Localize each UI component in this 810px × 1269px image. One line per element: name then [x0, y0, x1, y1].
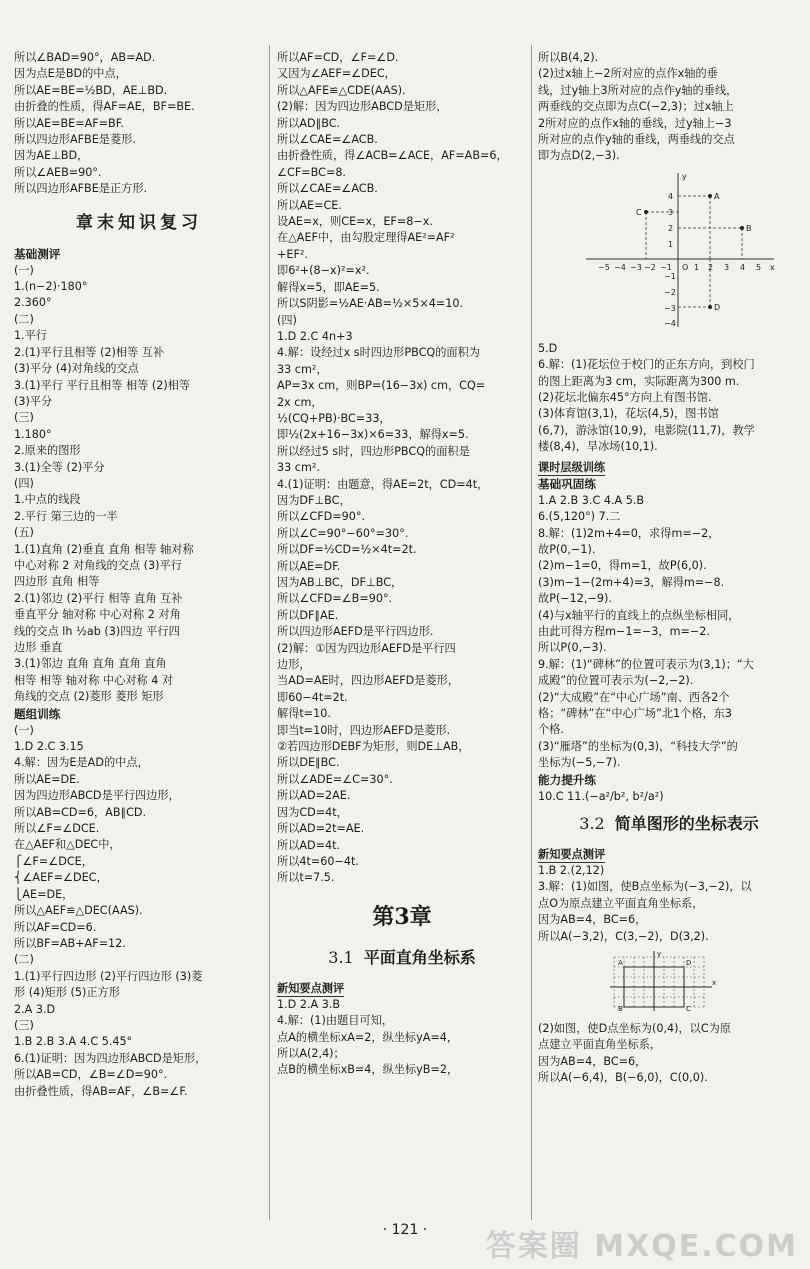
- column-divider: [269, 45, 270, 1220]
- answer-line: 所以DF=½CD=½×4t=2t.: [277, 543, 417, 557]
- answer-line: 楼(8,4)，旱冰场(10,1).: [538, 440, 658, 454]
- answer-line: 所以经过5 s时，四边形PBCQ的面积是: [277, 444, 470, 458]
- answer-line: 故P(0,−1).: [538, 542, 596, 556]
- answer-line: 解得t=10.: [277, 707, 331, 721]
- basic-test-answers: [14, 263, 264, 706]
- answer-line: 垂直平分 轴对称 中心对称 2 对角: [14, 608, 181, 622]
- answer-line: 又因为∠AEF=∠DEC，: [277, 67, 396, 81]
- answer-line: 形 (4)矩形 (5)正方形: [14, 986, 120, 1000]
- svg-text:5: 5: [756, 262, 762, 272]
- answer-line: 2.(1)平行且相等 (2)相等 互补: [14, 345, 165, 359]
- answer-line: 所以AE=BE=½BD，AE⊥BD.: [14, 83, 168, 97]
- answer-line: (二): [14, 953, 34, 967]
- basic-consolidate-heading: 基础巩固练: [538, 476, 596, 491]
- answer-line: 所以A(−6,4)，B(−6,0)，C(0,0).: [538, 1071, 708, 1085]
- basic-consolidate-answers: [538, 493, 800, 772]
- answer-line: (三): [14, 1018, 34, 1032]
- section-title: 简单图形的坐标表示: [614, 814, 759, 833]
- svg-text:D: D: [686, 959, 692, 968]
- answer-line: 4.解：(1)由题目可知，: [277, 1014, 394, 1028]
- answer-line: 4.解：设经过x s时四边形PBCQ的面积为: [277, 346, 480, 360]
- answer-line: 即为点D(2,−3).: [538, 149, 620, 163]
- answer-line: 所以AD=4t.: [277, 838, 341, 852]
- answer-line: 因为点E是BD的中点，: [14, 67, 127, 81]
- solution-continued: [277, 50, 527, 313]
- answer-line: 2.平行 第三边的一半: [14, 509, 118, 523]
- svg-text:3: 3: [724, 262, 730, 272]
- answer-line: 6.解：(1)花坛位于校门的正东方向，到校门: [538, 358, 755, 372]
- answer-line: (四): [14, 476, 34, 490]
- answer-line: (二): [14, 312, 34, 326]
- svg-text:4: 4: [740, 262, 746, 272]
- svg-text:−2: −2: [664, 287, 676, 297]
- answer-line: ②若四边形DEBF为矩形，则DE⊥AB，: [277, 740, 470, 754]
- svg-text:D: D: [714, 302, 721, 312]
- new-knowledge-heading: 新知要点测评: [538, 848, 606, 861]
- answer-line: 所以t=7.5.: [277, 871, 335, 885]
- new-knowledge-answers: [277, 997, 527, 1079]
- answer-line: (2)解：①因为四边形AEFD是平行四: [277, 641, 456, 655]
- section-title: 平面直角坐标系: [363, 947, 476, 967]
- answer-line: (四): [277, 313, 297, 327]
- answer-line: 1.(1)平行四边形 (2)平行四边形 (3)菱: [14, 969, 203, 983]
- answer-line: 格；“碑林”在“中心广场”北1个格，东3: [538, 706, 733, 720]
- answer-line: 1.(1)直角 (2)垂直 直角 相等 轴对称: [14, 542, 194, 556]
- svg-text:A: A: [714, 191, 720, 201]
- svg-text:y: y: [682, 171, 687, 181]
- answer-line: 中心对称 2 对角线的交点 (3)平行: [14, 558, 182, 572]
- answer-line: ∠CF=BC=8.: [277, 165, 346, 179]
- answer-line: 1.D 2.C 3.15: [14, 740, 84, 754]
- answer-line: 因为DF⊥BC，: [277, 493, 351, 507]
- answer-line: 2.(1)邻边 (2)平行 相等 直角 互补: [14, 591, 183, 605]
- new-knowledge-heading: 新知要点测评: [277, 981, 345, 995]
- review-title: 章末知识复习: [76, 212, 202, 233]
- answer-line: (4)与x轴平行的直线上的点纵坐标相同，: [538, 608, 740, 622]
- column-3: [538, 50, 800, 1087]
- svg-text:−3: −3: [630, 262, 642, 272]
- answer-line: AP=3x cm，则BP=(16−3x) cm，CQ=: [277, 379, 486, 393]
- answer-line: 所以AD∥BC.: [277, 116, 341, 130]
- svg-text:−4: −4: [664, 318, 676, 328]
- answer-line: 故P(−12,−9).: [538, 592, 612, 606]
- answer-line: (3)m−1−(2m+4)=3，解得m=−8.: [538, 575, 725, 589]
- answer-line: 线，过y轴上3所对应的点作y轴的垂线，: [538, 83, 738, 97]
- answer-line: 所以∠C=90°−60°=30°.: [277, 526, 409, 540]
- section-heading: [538, 809, 800, 839]
- answer-line: 2所对应的点作x轴的垂线，过y轴上−3: [538, 116, 732, 130]
- answer-line: 角线的交点 (2)菱形 菱形 矩形: [14, 690, 164, 704]
- answer-line: 因为AB=4，BC=6，: [538, 913, 647, 927]
- answer-line: 两垂线的交点即为点C(−2,3)；过x轴上: [538, 100, 734, 114]
- group-train-heading: 题组训练: [14, 706, 61, 721]
- answer-line: 所以A(−3,2)，C(3,−2)，D(3,2).: [538, 929, 709, 943]
- answer-line: 3.(1)邻边 直角 直角 直角 直角: [14, 657, 167, 671]
- chapter-title: 第3章: [372, 903, 432, 930]
- lesson-train-heading: 课时层级训练: [538, 460, 606, 474]
- answer-line: 所以四边形AEFD是平行四边形.: [277, 625, 434, 639]
- answer-line: 1.(n−2)·180°: [14, 280, 88, 294]
- answer-line: 所以AB=CD，∠B=∠D=90°.: [14, 1068, 168, 1082]
- answer-line: 解得x=5，即AE=5.: [277, 280, 380, 294]
- answer-line: 1.D 2.A 3.B: [277, 997, 341, 1011]
- answer-line: 在△AEF和△DEC中，: [14, 838, 121, 852]
- svg-text:−4: −4: [614, 262, 626, 272]
- answer-line: 所以∠CAE=∠ACB.: [277, 182, 378, 196]
- answer-line: (一): [14, 263, 34, 277]
- section-four-answers: [277, 313, 527, 887]
- svg-text:x: x: [770, 262, 775, 272]
- answer-line: 所以四边形AFBE是菱形.: [14, 133, 136, 147]
- svg-text:4: 4: [668, 191, 674, 201]
- answer-line: 所以AF=CD，∠F=∠D.: [277, 51, 399, 64]
- svg-text:A: A: [618, 959, 623, 968]
- answer-line: 1.180°: [14, 427, 52, 441]
- column-divider: [531, 45, 532, 1220]
- answer-line: 即6²+(8−x)²=x².: [277, 264, 370, 278]
- answer-line: 2x cm，: [277, 395, 323, 409]
- grid-graph: [608, 949, 800, 1017]
- answer-line: 所以4t=60−4t.: [277, 854, 359, 868]
- answer-line: 因为AB⊥BC，DF⊥BC，: [277, 576, 403, 589]
- svg-text:−3: −3: [664, 303, 676, 313]
- answer-line: 的图上距离为3 cm，实际距离为300 m.: [538, 374, 740, 388]
- answer-line: 所以DF∥AE.: [277, 608, 339, 622]
- question-5-6-answers: [538, 341, 800, 456]
- answer-line: 10.C 11.(−a²/b², b²/a²): [538, 789, 664, 803]
- page-number: · 121 ·: [382, 1222, 428, 1238]
- answer-line: 相等 相等 轴对称 中心对称 4 对: [14, 673, 174, 687]
- answer-line: 由折叠性质，得∠ACB=∠ACE，AF=AB=6，: [277, 149, 508, 163]
- answer-line: 所以∠AEB=90°.: [14, 165, 102, 179]
- svg-text:y: y: [657, 950, 662, 959]
- group-train-answers: [14, 723, 264, 1100]
- svg-text:−2: −2: [644, 262, 656, 272]
- answer-line: 所以B(4,2).: [538, 51, 599, 64]
- answer-line: 坐标为(−5,−7).: [538, 756, 621, 770]
- answer-line: 8.解：(1)2m+4=0，求得m=−2，: [538, 526, 720, 540]
- answer-line: ⎩AE=DE，: [14, 887, 74, 901]
- column-2: [277, 50, 527, 1079]
- answer-line: (3)体育馆(3,1)，花坛(4,5)，图书馆: [538, 407, 719, 421]
- coordinate-graph: [578, 169, 800, 337]
- answer-line: 所以△AEF≌△DEC(AAS).: [14, 904, 143, 918]
- column-1: [14, 50, 264, 1100]
- section-number: 3.2: [579, 814, 605, 833]
- answer-line: 2.360°: [14, 296, 52, 310]
- answer-line: 所对应的点作y轴的垂线，两垂线的交点: [538, 133, 735, 147]
- new-knowledge-answers-cont: [538, 1021, 800, 1087]
- answer-line: 所以∠BAD=90°，AB=AD.: [14, 51, 156, 64]
- answer-line: 即60−4t=2t.: [277, 690, 348, 704]
- ability-heading: 能力提升练: [538, 772, 596, 787]
- answer-line: +EF².: [277, 247, 308, 261]
- answer-line: (2)过x轴上−2所对应的点作x轴的垂: [538, 67, 718, 81]
- answer-line: 线的交点 lh ½ab (3)四边 平行四: [14, 624, 180, 638]
- answer-line: 由此可得方程m−1=−3，m=−2.: [538, 624, 710, 638]
- section-number: 3.1: [328, 947, 354, 967]
- solution-continued: [538, 50, 800, 165]
- answer-line: 所以△AFE≌△CDE(AAS).: [277, 83, 406, 97]
- answer-line: 所以∠CFD=90°.: [277, 510, 366, 524]
- answer-line: 即当t=10时，四边形AEFD是菱形.: [277, 723, 451, 737]
- answer-line: 9.解：(1)“碑林”的位置可表示为(3,1)；“大: [538, 657, 754, 671]
- answer-line: (三): [14, 411, 34, 425]
- answer-line: 1.中点的线段: [14, 493, 81, 507]
- answer-line: (2)m−1=0，得m=1，故P(6,0).: [538, 559, 707, 573]
- answer-line: ⎧∠F=∠DCE，: [14, 854, 93, 868]
- answer-line: 因为四边形ABCD是平行四边形，: [14, 789, 180, 803]
- answer-line: 2.原来的图形: [14, 444, 81, 458]
- svg-text:2: 2: [668, 223, 674, 233]
- answer-line: 所以∠F=∠DCE.: [14, 822, 100, 836]
- answer-line: 1.B 2.(2,12): [538, 864, 605, 877]
- answer-line: 所以AE=DE.: [14, 772, 80, 786]
- section-heading: [277, 943, 527, 973]
- answer-line: 3.解：(1)如图，使B点坐标为(−3,−2)，以: [538, 880, 752, 894]
- answer-line: (3)平分 (4)对角线的交点: [14, 362, 139, 376]
- answer-line: 4.(1)证明：由题意，得AE=2t，CD=4t，: [277, 477, 489, 491]
- answer-line: 5.D: [538, 341, 558, 355]
- answer-line: 即½(2x+16−3x)×6=33，解得x=5.: [277, 428, 469, 442]
- answer-line: 所以DE∥BC.: [277, 756, 340, 770]
- answer-line: 6.(5,120°) 7.二: [538, 510, 621, 524]
- new-knowledge-answers: [538, 863, 800, 945]
- answer-line: 所以A(2,4)；: [277, 1046, 345, 1060]
- svg-text:3: 3: [668, 207, 674, 217]
- svg-text:B: B: [618, 1005, 623, 1014]
- answer-line: 所以BF=AB+AF=12.: [14, 936, 126, 950]
- answer-line: 33 cm²，: [277, 362, 328, 376]
- answer-line: 所以AE=DF.: [277, 559, 341, 573]
- answer-line: 所以S阴影=½AE·AB=½×5×4=10.: [277, 297, 464, 311]
- basic-test-heading: 基础测评: [14, 246, 61, 261]
- answer-line: 因为CD=4t，: [277, 805, 348, 819]
- svg-text:O: O: [682, 262, 689, 272]
- answer-line: 边形 垂直: [14, 641, 63, 654]
- solution-continued: [14, 50, 264, 198]
- svg-text:2: 2: [708, 262, 714, 272]
- answer-line: 6.(1)证明：因为四边形ABCD是矩形，: [14, 1051, 207, 1065]
- answer-line: 边形，: [277, 658, 311, 672]
- svg-text:1: 1: [694, 262, 700, 272]
- answer-line: 所以AE=BE=AF=BF.: [14, 116, 124, 130]
- answer-line: 由折叠性质，得AB=AF，∠B=∠F.: [14, 1084, 188, 1098]
- answer-line: 点B的横坐标xB=4，纵坐标yB=2，: [277, 1063, 459, 1077]
- coordinate-plane: [578, 169, 778, 333]
- answer-line: 因为AE⊥BD，: [14, 149, 89, 163]
- answer-line: 所以∠CAE=∠ACB.: [277, 133, 378, 147]
- answer-line: 由折叠的性质，得AF=AE，BF=BE.: [14, 100, 195, 114]
- answer-line: 1.D 2.C 4n+3: [277, 329, 353, 343]
- answer-line: 当AD=AE时，四边形AEFD是菱形，: [277, 674, 460, 688]
- answer-line: 所以AB=CD=6，AB∥CD.: [14, 805, 147, 819]
- answer-line: (2)“大成殿”在“中心广场”南、西各2个: [538, 690, 730, 704]
- answer-line: 所以P(0,−3).: [538, 641, 607, 655]
- answer-line: 所以∠CFD=∠B=90°.: [277, 592, 393, 606]
- svg-text:1: 1: [668, 239, 674, 249]
- answer-line: 四边形 直角 相等: [14, 575, 100, 589]
- svg-text:B: B: [746, 223, 752, 233]
- answer-line: (五): [14, 526, 34, 540]
- svg-text:−1: −1: [660, 262, 672, 272]
- answer-line: 所以四边形AFBE是正方形.: [14, 182, 148, 196]
- answer-line: 点O为原点建立平面直角坐标系，: [538, 896, 704, 910]
- answer-line: 4.解：因为E是AD的中点，: [14, 756, 149, 770]
- answer-line: 所以AD=2AE.: [277, 789, 351, 803]
- answer-line: (3)平分: [14, 394, 53, 408]
- answer-line: 点建立平面直角坐标系，: [538, 1038, 662, 1052]
- answer-line: 33 cm².: [277, 461, 320, 475]
- answer-line: 2.A 3.D: [14, 1002, 56, 1016]
- answer-line: (一): [14, 723, 34, 737]
- answer-line: 3.(1)平行 平行且相等 相等 (2)相等: [14, 378, 191, 392]
- svg-text:C: C: [686, 1005, 691, 1014]
- answer-line: 个格.: [538, 723, 564, 737]
- answer-line: (2)花坛北偏东45°方向上有图书馆.: [538, 391, 712, 405]
- answer-line: (3)“雁塔”的坐标为(0,3)，“科技大学”的: [538, 739, 738, 753]
- answer-line: 设AE=x，则CE=x，EF=8−x.: [277, 215, 433, 229]
- answer-line: ½(CQ+PB)·BC=33，: [277, 411, 391, 425]
- answer-line: 所以AD=2t=AE.: [277, 822, 365, 836]
- grid-figure: [608, 949, 718, 1013]
- answer-line: 成殿”的位置可表示为(−2,−2).: [538, 674, 694, 688]
- answer-line: (2)解：因为四边形ABCD是矩形，: [277, 100, 448, 114]
- answer-line: 所以AF=CD=6.: [14, 920, 97, 934]
- answer-line: 在△AEF中，由勾股定理得AE²=AF²: [277, 231, 455, 245]
- answer-line: 因为AB=4，BC=6，: [538, 1054, 647, 1068]
- watermark: 答案圈 MXQE.COM: [485, 1229, 798, 1264]
- answer-line: 所以∠ADE=∠C=30°.: [277, 772, 393, 786]
- answer-line: (6,7)，游泳馆(10,9)，电影院(11,7)，教学: [538, 423, 755, 437]
- svg-text:−5: −5: [598, 262, 610, 272]
- svg-text:C: C: [636, 207, 642, 217]
- answer-line: ⎨∠AEF=∠DEC，: [14, 871, 108, 885]
- answer-line: 1.平行: [14, 329, 48, 343]
- answer-line: 1.B 2.B 3.A 4.C 5.45°: [14, 1035, 133, 1049]
- answer-line: (2)如图，使D点坐标为(0,4)，以C为原: [538, 1022, 732, 1036]
- answer-line: 所以AE=CE.: [277, 198, 342, 212]
- svg-text:−1: −1: [664, 271, 676, 281]
- answer-line: 点A的横坐标xA=2，纵坐标yA=4，: [277, 1030, 459, 1044]
- svg-text:x: x: [712, 979, 717, 988]
- answer-line: 3.(1)全等 (2)平分: [14, 460, 105, 474]
- answer-line: 1.A 2.B 3.C 4.A 5.B: [538, 493, 645, 507]
